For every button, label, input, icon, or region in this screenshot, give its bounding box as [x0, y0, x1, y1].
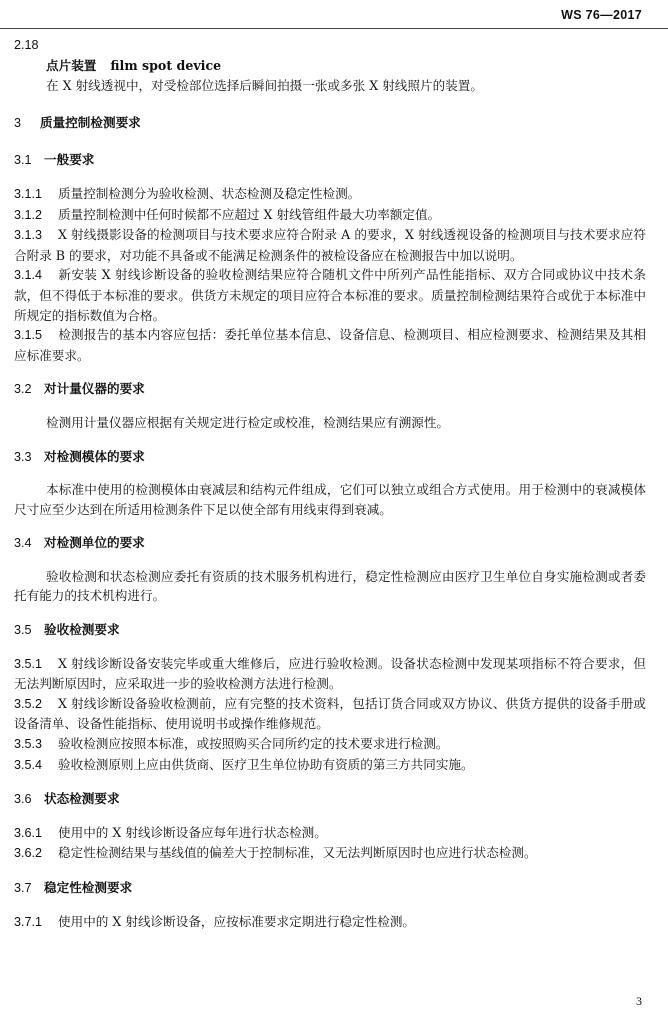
subsection-number: 3.4: [14, 536, 32, 551]
term-number: 2.18: [14, 38, 39, 52]
subsection-title: 对检测模体的要求: [44, 449, 145, 464]
clause: [14, 184, 646, 205]
clause-number: 3.5.2: [14, 696, 43, 711]
clause-text: 验收检测原则上应由供货商、医疗卫生单位协助有资质的第三方共同实施。: [58, 756, 474, 772]
header-rule: [0, 28, 668, 29]
clause: [14, 205, 646, 226]
term-zh: 点片装置: [46, 58, 97, 73]
clause: [14, 654, 646, 694]
clause-list: [14, 654, 646, 776]
subsection-heading: [14, 879, 646, 899]
clause-text: X 射线诊断设备安装完毕或重大维修后，应进行验收检测。设备状态检测中发现某项指标不符合要求，但无法判断原因时，应采取进一步的验收检测方法进行检测。: [14, 655, 646, 692]
clause-number: 3.7.1: [14, 914, 43, 929]
term-en: film spot device: [110, 57, 222, 73]
clause-number: 3.6.1: [14, 825, 43, 840]
clause: [14, 843, 646, 864]
subsection-heading: [14, 380, 646, 400]
subsection-title: 状态检测要求: [44, 792, 120, 807]
clause-text: 检测报告的基本内容应包括：委托单位基本信息、设备信息、检测项目、相应检测要求、检测结果及其相应标准要求。: [14, 327, 646, 363]
subsection-number: 3.7: [14, 881, 32, 895]
term-definition: 在 X 射线透视中，对受检部位选择后瞬间拍摄一张或多张 X 射线照片的装置。: [46, 78, 483, 94]
subsection-title: 对检测单位的要求: [44, 536, 145, 551]
subsection-title: 稳定性检测要求: [44, 881, 133, 895]
clause-text: 使用中的 X 射线诊断设备应每年进行状态检测。: [58, 824, 327, 840]
subsection-heading: [14, 621, 646, 641]
document-body: [14, 36, 646, 932]
subsection-number: 3.5: [14, 623, 32, 638]
page-number: 3: [636, 994, 642, 1008]
clause-text: 稳定性检测结果与基线值的偏差大于控制标准，又无法判断原因时也应进行状态检测。: [58, 845, 537, 861]
section-heading: [14, 114, 646, 134]
standard-code: WS 76—2017: [561, 8, 642, 22]
clause: [14, 265, 646, 325]
clause-number: 3.6.2: [14, 846, 43, 861]
clause: [14, 734, 646, 755]
clause-text: X 射线摄影设备的检测项目与技术要求应符合附录 A 的要求，X 射线透视设备的检测项目与技术要求应符合附录 B 的要求，对功能不具备或不能满足检测条件的被检设备应在检测报告中加以说明。: [14, 227, 646, 263]
subsection-title: 验收检测要求: [44, 623, 120, 638]
clause: [14, 823, 646, 844]
clause-number: 3.5.1: [14, 656, 43, 671]
subsection-number: 3.1: [14, 153, 32, 168]
paragraph: 验收检测和状态检测应委托有资质的技术服务机构进行，稳定性检测应由医疗卫生单位自身实施检测或者委托有能力的技术机构进行。: [14, 568, 646, 604]
term-title: [14, 56, 646, 77]
clause-number: 3.1.4: [14, 268, 43, 283]
subsection-heading: [14, 448, 646, 468]
clause: [14, 694, 646, 734]
clause-text: 质量控制检测中任何时候都不应超过 X 射线管组件最大功率额定值。: [58, 206, 441, 222]
clause: [14, 755, 646, 776]
subsection-title: 对计量仪器的要求: [44, 382, 145, 397]
subsection-heading: [14, 534, 646, 554]
subsection-number: 3.6: [14, 792, 32, 807]
clause-text: 使用中的 X 射线诊断设备，应按标准要求定期进行稳定性检测。: [58, 913, 416, 929]
clause-number: 3.1.5: [14, 328, 43, 343]
paragraph: 检测用计量仪器应根据有关规定进行检定或校准，检测结果应有溯源性。: [46, 414, 449, 430]
paragraph: 本标准中使用的检测模体由衰减层和结构元件组成，它们可以独立或组合方式使用。用于检测中的衰减模体尺寸应至少达到在所适用检测条件下足以使全部有用线束得到衰减。: [14, 482, 646, 517]
clause-text: 新安装 X 射线诊断设备的验收检测结果应符合随机文件中所列产品性能指标、双方合同或协议中技术条款，但不得低于本标准的要求。供货方未规定的项目应符合本标准的要求。质量控制检测结果符合或优于本标准中所规定的指标数值为合格。: [14, 267, 646, 323]
subsection-title: 一般要求: [44, 153, 95, 168]
clause-number: 3.1.3: [14, 228, 43, 243]
subsection-heading: [14, 790, 646, 810]
clause: [14, 912, 646, 933]
clause-text: X 射线诊断设备验收检测前，应有完整的技术资料，包括订货合同或双方协议、供货方提供的设备手册或设备清单、设备性能指标、使用说明书或操作维修规范。: [14, 695, 646, 732]
clause-number: 3.1.2: [14, 207, 43, 222]
clause-number: 3.5.4: [14, 757, 43, 772]
section-title: 质量控制检测要求: [40, 115, 141, 130]
subsection-number: 3.2: [14, 382, 32, 397]
clause-text: 质量控制检测分为验收检测、状态检测及稳定性检测。: [58, 185, 361, 201]
clause-list: [14, 184, 646, 365]
clause-number: 3.5.3: [14, 737, 43, 752]
subsection-heading: [14, 151, 646, 171]
subsection-number: 3.3: [14, 449, 32, 464]
clause: [14, 225, 646, 265]
section-number: 3: [14, 115, 22, 130]
clause-number: 3.1.1: [14, 186, 43, 201]
clause: [14, 325, 646, 365]
clause-list: [14, 912, 646, 933]
clause-list: [14, 823, 646, 864]
clause-text: 验收检测应按照本标准，或按照购买合同所约定的技术要求进行检测。: [58, 736, 449, 752]
